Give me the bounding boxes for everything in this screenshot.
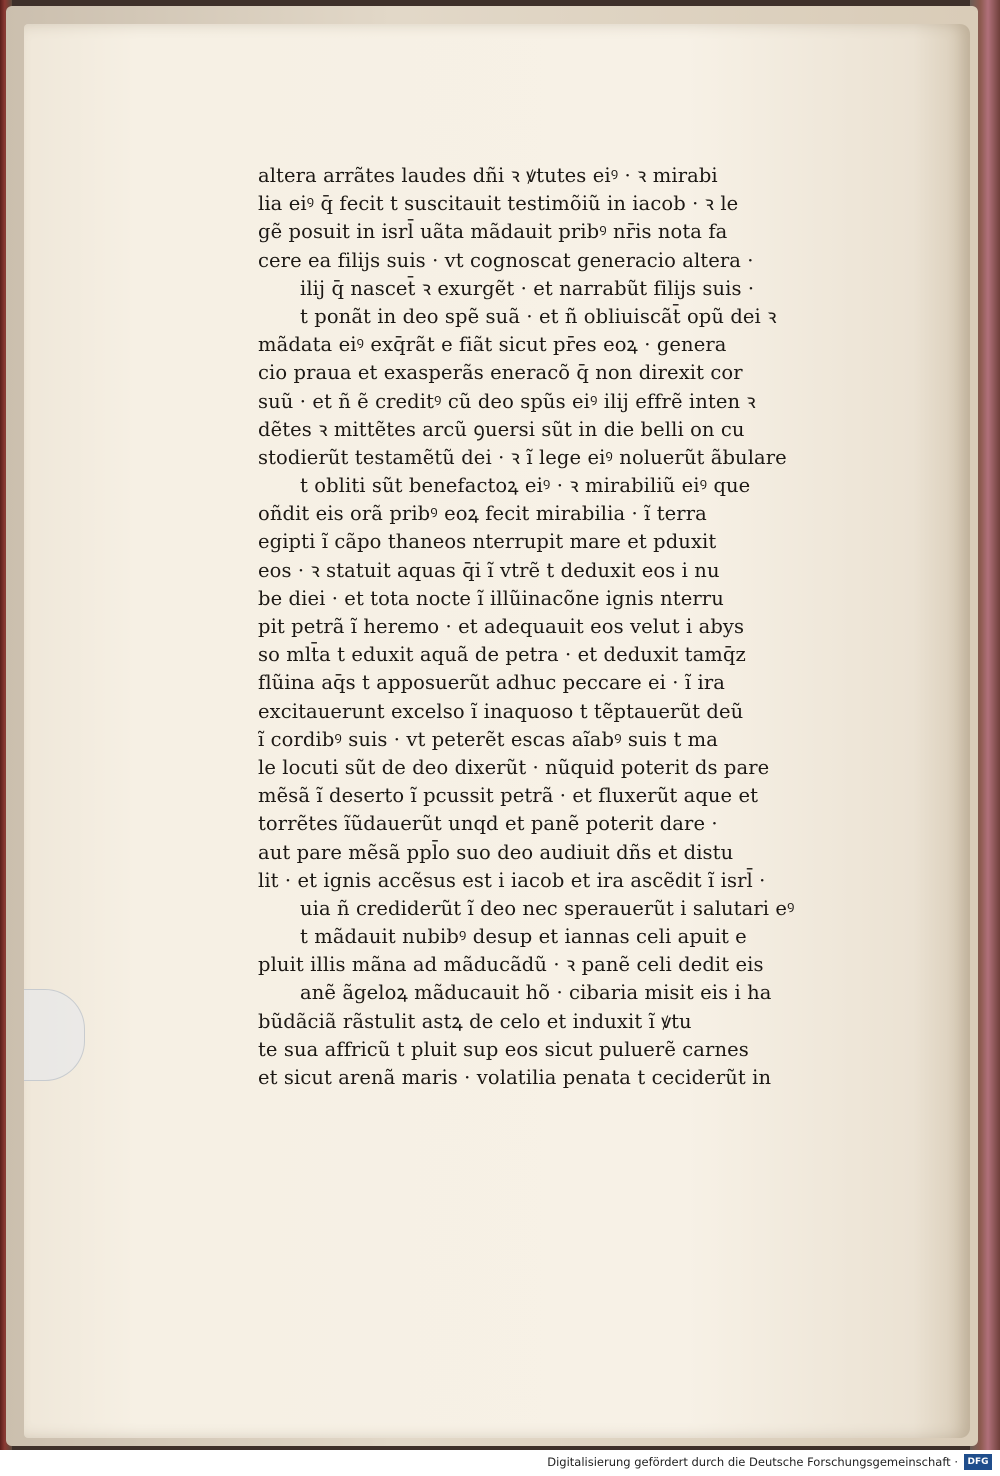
text-line: gẽ posuit in isrl̄ uãta mãdauit pribꝰ nr̄is nota fa: [258, 220, 728, 244]
text-line: lia eiꝰ q̄ fecit t suscitauit testimõiũ in iacob · ꝛ le: [258, 192, 739, 216]
text-line: torrẽtes ĩũdauerũt unqd et panẽ poterit dare ·: [258, 812, 718, 836]
text-line: ĩ cordibꝰ suis · vt peterẽt escas aĩabꝰ suis t ma: [258, 727, 718, 751]
text-line: bũdãciã rãstulit astꝝ de celo et induxit ĩ ꝟtu: [258, 1009, 692, 1033]
text-line: eos · ꝛ statuit aquas q̄i ĩ vtrẽ t deduxit eos i nu: [258, 558, 720, 582]
printed-text-block: [258, 162, 858, 1092]
text-line: dẽtes ꝛ mittẽtes arcũ ꝯuersi sũt in die belli on cu: [258, 417, 745, 441]
text-line: t mãdauit nubibꝰ desup et iannas celi apuit e: [300, 925, 747, 949]
text-line: flũina aq̄s t apposuerũt adhuc peccare ei · ĩ ira: [258, 671, 726, 695]
text-line: egipti ĩ cãpo thaneos nterrupit mare et pduxit: [258, 530, 717, 554]
text-line: le locuti sũt de deo dixerũt · nũquid poterit ds pare: [258, 755, 770, 779]
text-line: mãdata eiꝰ exq̄rãt e fiãt sicut pr̄es eoꝝ · genera: [258, 333, 727, 357]
text-line: t ponãt in deo spẽ suã · et ñ obliuiscãt̄ opũ dei ꝛ: [300, 304, 777, 328]
footer-credit: Digitalisierung gefördert durch die Deutsche Forschungsgemeinschaft ·: [547, 1455, 958, 1469]
text-line: excitauerunt excelso ĩ inaquoso t tẽptauerũt deũ: [258, 699, 744, 723]
text-line: mẽsã ĩ deserto ĩ pcussit petrã · et fluxerũt aque et: [258, 784, 759, 808]
text-line: stodierũt testamẽtũ dei · ꝛ ĩ lege eiꝰ noluerũt ãbulare: [258, 445, 787, 469]
footer-bar: [0, 1450, 1000, 1476]
page-clip-marker: [24, 989, 85, 1081]
text-line: t obliti sũt benefactoꝝ eiꝰ · ꝛ mirabiliũ eiꝰ que: [300, 474, 751, 498]
text-line: aut pare mẽsã ppl̄o suo deo audiuit dñs et distu: [258, 840, 734, 864]
text-line: be diei · et tota nocte ĩ illũinacõne ignis nterru: [258, 586, 724, 610]
text-line: altera arrãtes laudes dñi ꝛ ꝟtutes eiꝰ · ꝛ mirabi: [258, 164, 718, 187]
text-line: uia ñ crediderũt ĩ deo nec sperauerũt i salutari eꝰ: [300, 896, 795, 920]
text-line: suũ · et ñ ẽ creditꝰ cũ deo spũs eiꝰ ilij effrẽ inten ꝛ: [258, 389, 756, 413]
text-line: ilij q̄ nascet̄ ꝛ exurgẽt · et narrabũt filijs suis ·: [300, 276, 755, 300]
text-line: pit petrã ĩ heremo · et adequauit eos velut i abys: [258, 615, 745, 638]
text-line: anẽ ãgeloꝝ mãducauit hõ · cibaria misit eis i ha: [300, 981, 772, 1005]
text-line: oñdit eis orã pribꝰ eoꝝ fecit mirabilia · ĩ terra: [258, 502, 707, 526]
text-line: pluit illis mãna ad mãducãdũ · ꝛ panẽ celi dedit eis: [258, 953, 764, 977]
text-line: et sicut arenã maris · volatilia penata t ceciderũt in: [258, 1066, 772, 1089]
text-line: cio praua et exasperãs eneracõ q̄ non direxit cor: [258, 361, 743, 385]
text-line: cere ea filijs suis · vt cognoscat generacio altera ·: [258, 248, 754, 272]
text-line: lit · et ignis accẽsus est i iacob et ira ascẽdit ĩ isrl̄ ·: [258, 868, 766, 892]
text-line: so mlt̄a t eduxit aquã de petra · et deduxit tamq̄z: [258, 643, 746, 667]
text-line: te sua affricũ t pluit sup eos sicut puluerẽ carnes: [258, 1037, 749, 1061]
dfg-logo-icon: DFG: [964, 1454, 992, 1470]
